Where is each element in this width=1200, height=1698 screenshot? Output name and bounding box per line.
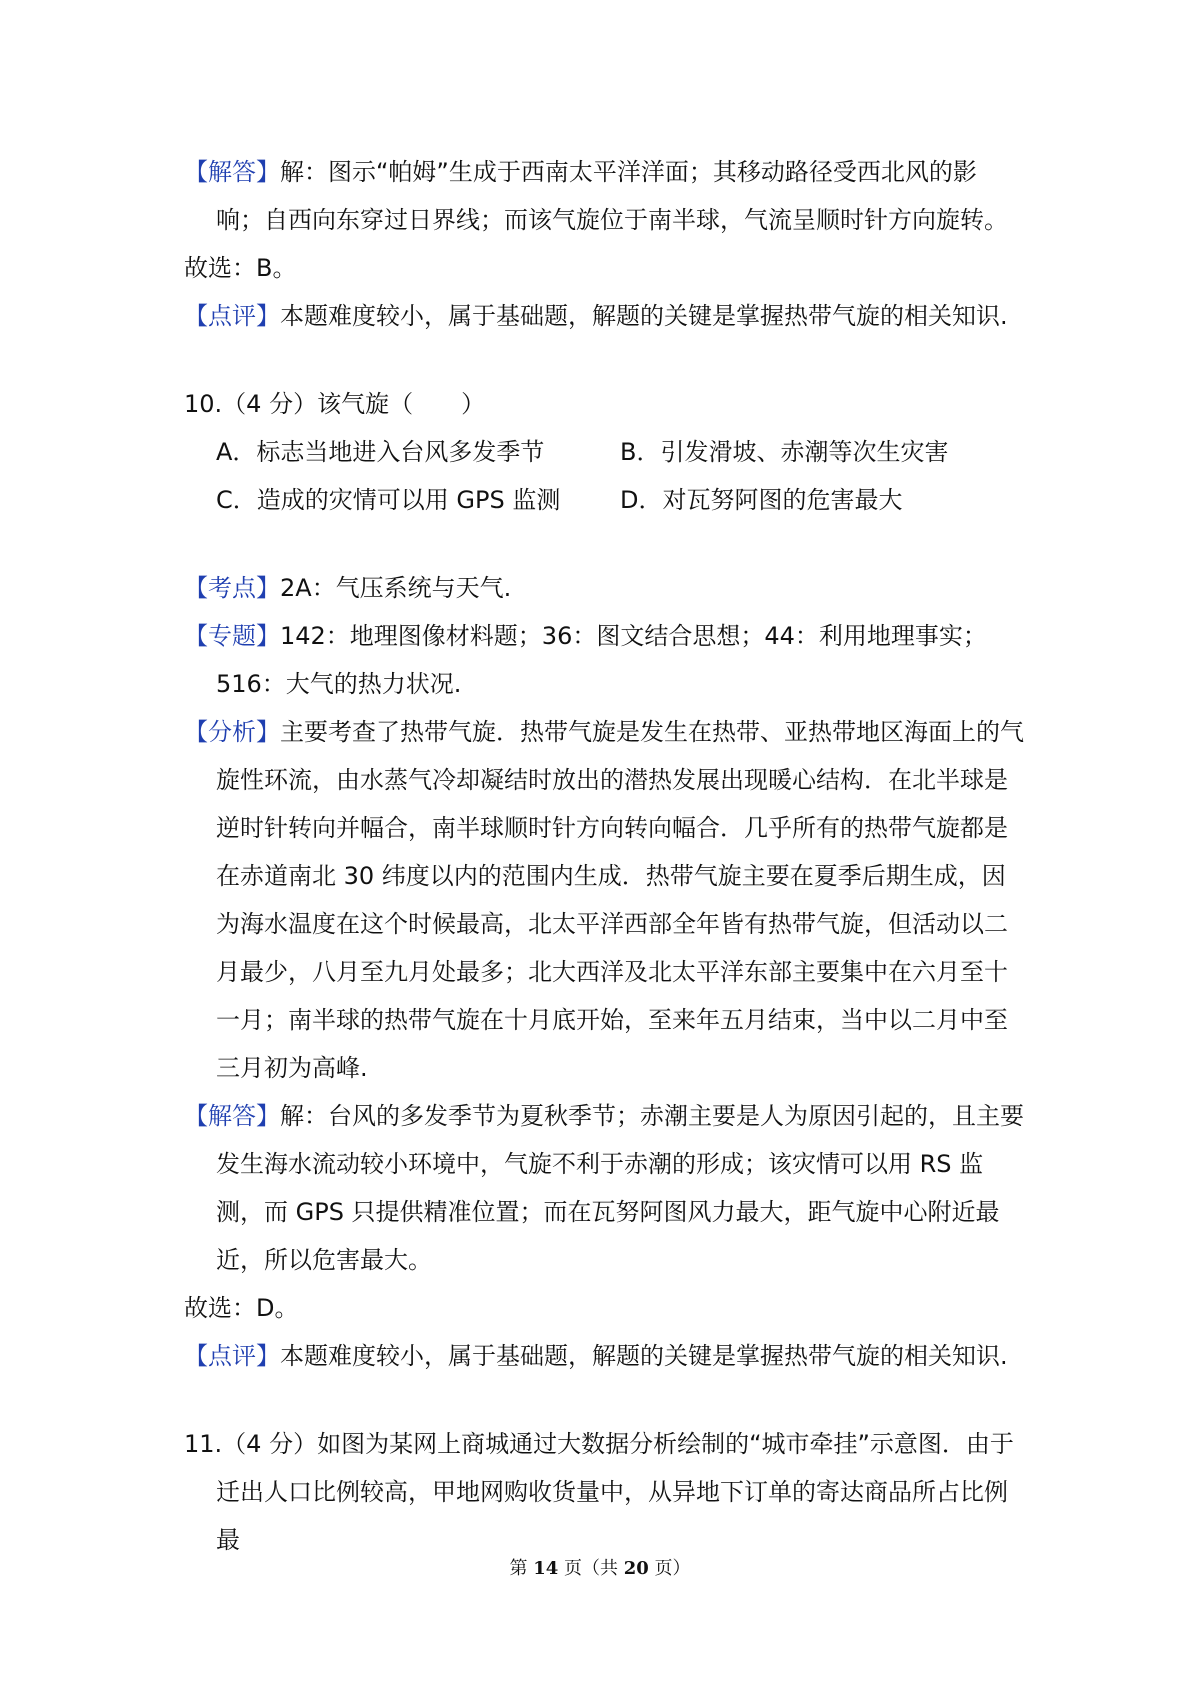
q10-option-c: C．造成的灾情可以用 GPS 监测 [216,486,561,514]
footer-suffix: 页） [648,1558,691,1579]
topic-tag: 【专题】 [184,622,280,650]
q10-comment [184,1332,1024,1380]
answer-tag: 【解答】 [184,158,280,186]
answer-text: 解：台风的多发季节为夏秋季节；赤潮主要是人为原因引起的，且主要发生海水流动较小环境中，气旋不利于赤潮的形成；该灾情可以用 RS 监测，而 GPS 只提供精准位置；而在瓦努阿图风力最大，距气旋中心附近最近，所以危害最大。 [216,1102,1024,1274]
analysis-tag: 【分析】 [184,718,280,746]
analysis-text: 主要考查了热带气旋．热带气旋是发生在热带、亚热带地区海面上的气旋性环流，由水蒸气冷却凝结时放出的潜热发展出现暖心结构．在北半球是逆时针转向并幅合，南半球顺时针方向转向幅合．几乎所有的热带气旋都是在赤道南北 30 纬度以内的范围内生成．热带气旋主要在夏季后期生成，因为海水温度在这个时候最高，北太平洋西部全年皆有热带气旋，但活动以二月最少，八月至九月处最多；北大西洋及北太平洋东部主要集中在六月至十一月；南半球的热带气旋在十月底开始，至来年五月结束，当中以二月中至三月初为高峰. [216,718,1024,1082]
q11-title: 11.（4 分）如图为某网上商城通过大数据分析绘制的“城市牵挂”示意图．由于迁出人口比例较高，甲地网购收货量中，从异地下订单的寄达商品所占比例最 [184,1430,1014,1554]
page-content [184,148,1024,1564]
point-text: 2A：气压系统与天气. [280,574,512,602]
page-footer [0,1556,1200,1582]
q9-comment [184,292,1024,340]
q9-answer [184,148,1024,244]
footer-page-number: 14 [533,1558,559,1579]
point-tag: 【考点】 [184,574,280,602]
answer-text: 解：图示“帕姆”生成于西南太平洋洋面；其移动路径受西北风的影响；自西向东穿过日界线；而该气旋位于南半球，气流呈顺时针方向旋转。 [216,158,1008,234]
q10-point [184,564,1024,612]
q10-options [184,428,1024,524]
q10-analysis [184,708,1024,1092]
q10-option-b: B．引发滑坡、赤潮等次生灾害 [620,438,949,466]
q10-option-a: A．标志当地进入台风多发季节 [216,438,545,466]
answer-tag: 【解答】 [184,1102,280,1130]
comment-text: 本题难度较小，属于基础题，解题的关键是掌握热带气旋的相关知识. [280,1342,1008,1370]
q9-choice: 故选：B。 [184,254,297,282]
comment-tag: 【点评】 [184,1342,280,1370]
comment-text: 本题难度较小，属于基础题，解题的关键是掌握热带气旋的相关知识. [280,302,1008,330]
q10-title: 10.（4 分）该气旋（ ） [184,390,486,418]
footer-middle: 页（共 [558,1558,624,1579]
q10-choice: 故选：D。 [184,1294,299,1322]
topic-text: 142：地理图像材料题；36：图文结合思想；44：利用地理事实；516：大气的热力状况. [216,622,987,698]
footer-total-pages: 20 [623,1558,649,1579]
q10-option-d: D．对瓦努阿图的危害最大 [620,486,903,514]
comment-tag: 【点评】 [184,302,280,330]
footer-prefix: 第 [509,1558,534,1579]
q10-answer [184,1092,1024,1284]
q10-topic [184,612,1024,708]
